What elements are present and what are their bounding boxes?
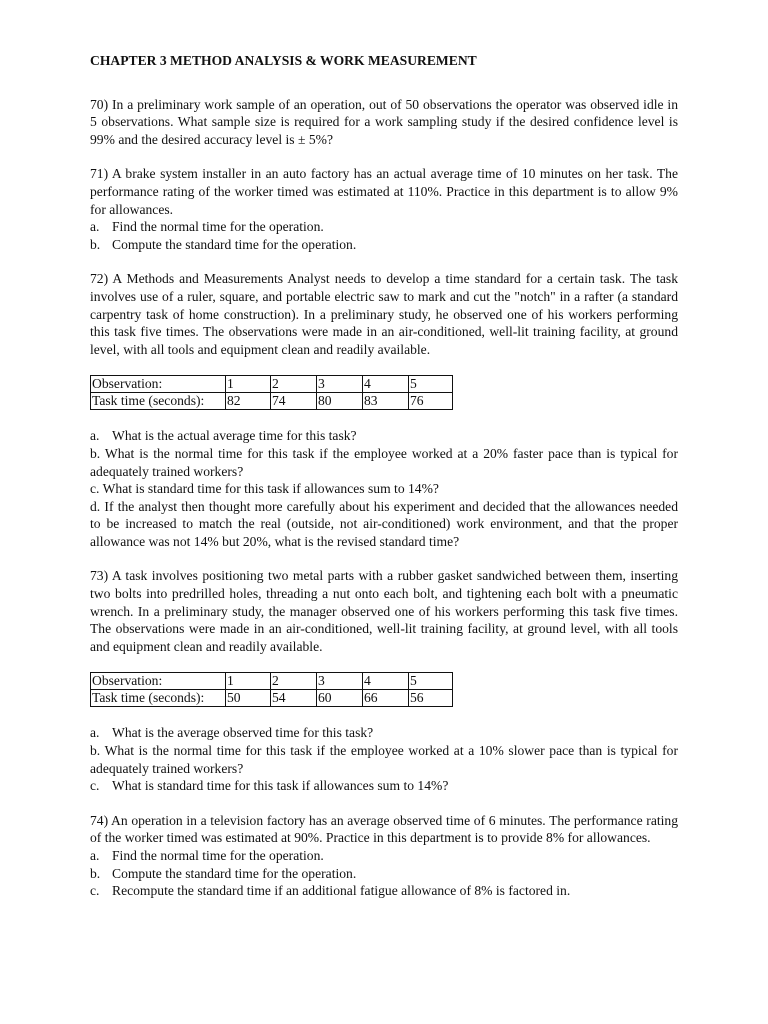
problem-72-item-b: b. What is the normal time for this task if the employee worked at a 20% faster pace than is typical for adequately trained workers? xyxy=(90,445,678,479)
table-cell: 66 xyxy=(363,690,409,707)
table-cell: 5 xyxy=(409,673,453,690)
table-cell: 3 xyxy=(317,376,363,393)
table-cell: 60 xyxy=(317,690,363,707)
table-cell: 2 xyxy=(271,673,317,690)
table-cell: 3 xyxy=(317,673,363,690)
chapter-title: CHAPTER 3 METHOD ANALYSIS & WORK MEASUREMENT xyxy=(90,53,477,68)
problem-73-text: 73) A task involves positioning two metal parts with a rubber gasket sandwiched between them, inserting two bolts into predrilled holes, threading a nut onto each bolt, and tightening each bolt with a pneumatic wrench. In a preliminary study, the manager observed one of his workers performing this task five times. The observations were made in an air-conditioned, well-lit training facility, at ground level, with all tools and equipment clean and readily available. xyxy=(90,568,678,654)
table-cell: 56 xyxy=(409,690,453,707)
table-cell: 82 xyxy=(226,393,271,410)
table-cell: 54 xyxy=(271,690,317,707)
table-cell: 5 xyxy=(409,376,453,393)
problem-70 xyxy=(90,96,678,149)
problem-74 xyxy=(90,812,678,900)
problem-71-item-b: b. Compute the standard time for the operation. xyxy=(90,236,357,252)
problem-71-item-a: a. Find the normal time for the operation. xyxy=(90,219,324,235)
problem-74-text: 74) An operation in a television factory has an average observed time of 6 minutes. The performance rating of the worker timed was estimated at 90%. Practice in this department is to provide 8% for allowances. xyxy=(90,812,678,846)
table-cell: Task time (seconds): xyxy=(91,393,226,410)
problem-73-item-c: c. What is standard time for this task if allowances sum to 14%? xyxy=(90,778,449,794)
table-cell: 1 xyxy=(226,673,271,690)
table-cell: Observation: xyxy=(91,673,226,690)
document-page xyxy=(90,52,678,917)
table-cell: 2 xyxy=(271,376,317,393)
table-cell: 1 xyxy=(226,376,271,393)
table-row xyxy=(91,690,453,707)
problem-73-table xyxy=(90,672,453,707)
table-cell: 83 xyxy=(363,393,409,410)
problem-70-text: 70) In a preliminary work sample of an operation, out of 50 observations the operator was observed idle in 5 observations. What sample size is required for a work sampling study if the desired confidence level is 99% and the desired accuracy level is ± 5%? xyxy=(90,96,678,147)
table-cell: 50 xyxy=(226,690,271,707)
problem-73-item-b: b. What is the normal time for this task if the employee worked at a 10% slower pace than is typical for adequately trained workers? xyxy=(90,743,678,776)
problem-73 xyxy=(90,567,678,794)
table-row xyxy=(91,376,453,393)
problem-74-item-b: b. Compute the standard time for the operation. xyxy=(90,865,357,881)
problem-72-text: 72) A Methods and Measurements Analyst needs to develop a time standard for a certain task. The task involves use of a ruler, square, and portable electric saw to mark and cut the "notch" in a rafter (a standard carpentry task of home construction). In a preliminary study, he observed one of his workers performing this task five times. The observations were made in an air-conditioned, well-lit training facility, at ground level, with all tools and equipment clean and readily available. xyxy=(90,271,678,357)
table-cell: 74 xyxy=(271,393,317,410)
table-row xyxy=(91,393,453,410)
problem-72-table xyxy=(90,375,453,410)
table-cell: 80 xyxy=(317,393,363,410)
table-cell: 4 xyxy=(363,376,409,393)
table-row xyxy=(91,673,453,690)
problem-73-item-a: a. What is the average observed time for this task? xyxy=(90,725,374,741)
problem-72 xyxy=(90,270,678,550)
problem-72-item-d: d. If the analyst then thought more carefully about his experiment and decided that the allowances needed to be increased to match the real (outside, not air-conditioned) work environment, and that the proper allowance was not 14% but 20%, what is the revised standard time? xyxy=(90,498,678,549)
table-cell: 76 xyxy=(409,393,453,410)
problem-72-item-a: a. What is the actual average time for this task? xyxy=(90,428,357,444)
problem-74-item-a: a. Find the normal time for the operation. xyxy=(90,848,324,863)
problem-72-item-c: c. What is standard time for this task if allowances sum to 14%? xyxy=(90,481,439,497)
table-cell: 4 xyxy=(363,673,409,690)
table-cell: Task time (seconds): xyxy=(91,690,226,707)
problem-71 xyxy=(90,165,678,253)
table-cell: Observation: xyxy=(91,376,226,393)
problem-74-item-c: c. Recompute the standard time if an additional fatigue allowance of 8% is factored in. xyxy=(90,883,571,899)
problem-71-text: 71) A brake system installer in an auto factory has an actual average time of 10 minutes on her task. The performance rating of the worker timed was estimated at 110%. Practice in this department is to allow 9% for allowances. xyxy=(90,166,678,217)
